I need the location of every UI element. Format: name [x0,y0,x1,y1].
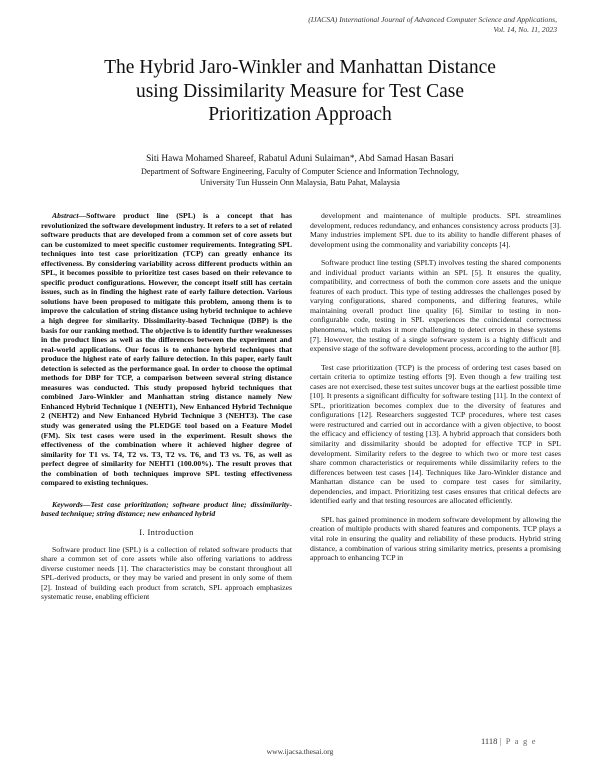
body-paragraph: Software product line (SPL) is a collection of related software products that share a common set of core assets while also offering variations to address diverse customer needs [1]. The characteristics may be constant throughout all SPL-derived products, or they may be varied and present in only some of them [2]. Instead of building each product from scratch, SPL approach emphasizes systematic reuse, enabling efficient [41,544,292,602]
title-line: Prioritization Approach [208,104,392,125]
abstract-label: Abstract [52,211,79,220]
title-line: The Hybrid Jaro-Winkler and Manhattan Distance [104,57,496,78]
body-paragraph: Software product line testing (SPLT) involves testing the shared components and individual product variants within an SPL [5]. It ensures the quality, compatibility, and correctness of both the common core assets and the unique features of each product. This type of testing addresses the challenges posed by varying configurations, shared components, and differing features, while maintaining overall product line quality [6]. Similar to testing in non-configurable code, testing in SPL experiences the coincidental correctness phenomena, which makes it more challenging to detect errors in these systems [7]. However, the testing of a single software system is a highly difficult and expensive stage of the software development process, according to the author [8]. [310,258,561,354]
body-paragraph: SPL has gained prominence in modern software development by allowing the creation of multiple products with shared features and components. TCP plays a vital role in ensuring the quality and reliability of these products. Hybrid string distance, a combination of various string similarity metrics, presents a promising approach to enhancing TCP in [310,514,561,563]
journal-header [137,15,557,35]
journal-name: (IJACSA) International Journal of Advanced Computer Science and Applications, [308,15,557,24]
footer-url[interactable]: www.ijacsa.thesai.org [266,747,334,756]
abstract [41,211,292,488]
page-number [481,736,537,746]
affiliation-line: University Tun Hussein Onn Malaysia, Batu Pahat, Malaysia [200,178,400,187]
author-list: Siti Hawa Mohamed Shareef, Rabatul Aduni Sulaiman*, Abd Samad Hasan Basari [146,154,454,164]
body-paragraph: Test case prioritization (TCP) is the process of ordering test cases based on certain criteria to optimize testing efforts [9]. Even though a few trailing test cases are not exercised, these test suites uncover bugs at the earliest possible time [10]. It presents a significant difficulty for software testing [11]. In the context of SPL, prioritization becomes complex due to the diversity of features and configurations [12]. Researchers suggested TCP procedures, where test cases were restructured and carried out in accordance with a given objective, to boost the efficacy and efficiency of testing [13]. A hybrid approach that considers both similarity and dissimilarity should be adopted for effective TCP in SPL development. Similarity refers to the degree to which two or more test cases share common characteristics or requirements while dissimilarity refers to the differences between test cases [14]. Techniques like Jaro-Winkler distance and Manhattan distance can be used to compare test cases for similarity, dependencies, and impact. Prioritizing test cases ensures that critical defects are identified early and that testing resources are allocated efficiently. [310,362,561,506]
page-label: | P a g e [499,736,537,746]
page-number-value: 1118 [481,736,498,746]
title-line: using Dissimilarity Measure for Test Case [135,80,465,102]
right-column [310,211,561,563]
affiliation-line: Department of Software Engineering, Faculty of Computer Science and Information Technology, [141,167,459,176]
affiliation [40,166,560,188]
keywords: Keywords—Test case prioritization; software product line; dissimilarity-based technique; string distance; new enhanced hybrid [41,499,292,519]
paper-title [40,56,560,127]
left-column [41,211,292,602]
section-heading: I. Introduction [139,527,194,537]
journal-volume: Vol. 14, No. 11, 2023 [493,25,557,34]
abstract-text: —Software product line (SPL) is a concept that has revolutionized the software development industry. It refers to a set of related software products that are developed from a common set of core assets but can be customized to meet specific customer requirements. Integrating SPL techniques into test case prioritization (TCP) can greatly enhance its effectiveness. By considering variability across different products within an SPL, it becomes possible to prioritize test cases based on their relevance to specific product configurations. However, the concept itself still has certain issues, such as in finding the highest rate of early failure detection. Various solutions have been proposed to mitigate this problem, among them is to improve the calculation of string distance using hybrid technique to achieve a high degree for similarity. Dissimilarity-based Technique (DBP) is the basis for our ranking method. The objective is to identify further weaknesses in the product lines as well as the differences between the experiment and real-world applications. Our focus is to enhance hybrid techniques that produce the highest rate of early failure detection. In this paper, early fault detection is selected as the performance goal. In order to choose the optimal methods for DBP for TCP, a comparison between several string distance measures was conducted. This study proposed hybrid techniques that combined Jaro-Winkler and Manhattan string distance namely New Enhanced Hybrid Technique 1 (NEHT1), New Enhanced Hybrid Technique 2 (NEHT2) and New Enhanced Hybrid Technique 3 (NEHT3). The case study was generated using the PLEDGE tool based on a Feature Model (FM). Six test cases were used in the experiment. Result shows the effectiveness of the combination where it achieved higher degree of similarity for T1 vs. T4, T2 vs. T3, T2 vs. T6, and T3 vs. T6, as well as perfect degree of similarity for NEHT1 (100.00%). The result proves that the combination of both techniques improve SPL testing effectiveness compared to existing techniques. [41,211,292,488]
body-paragraph: development and maintenance of multiple products. SPL streamlines development, reduces redundancy, and enhances consistency across products [3]. Many industries implement SPL due to its ability to handle different phases of development using the commonality and variability concepts [4]. [310,211,561,249]
